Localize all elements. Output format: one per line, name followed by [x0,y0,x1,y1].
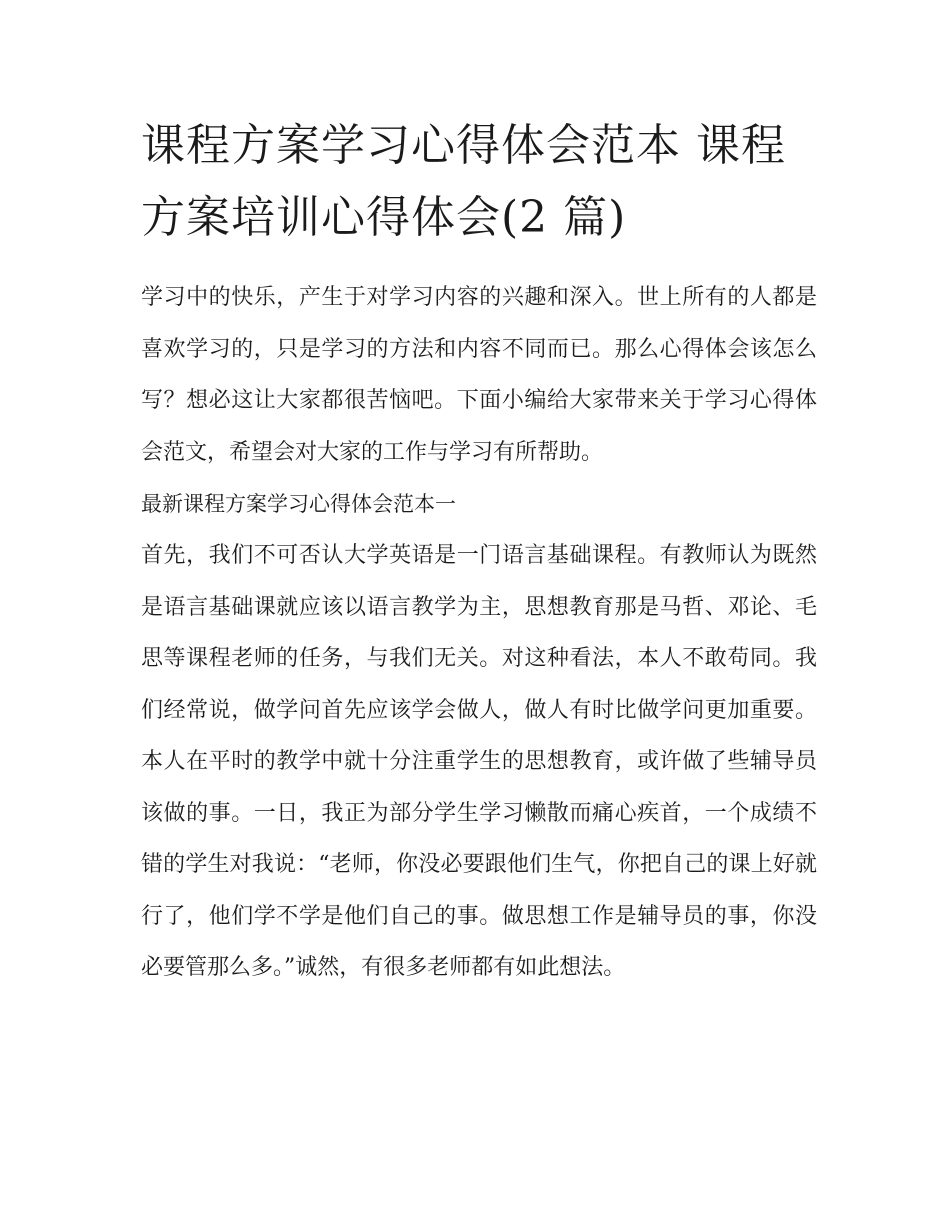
document-content [141,110,817,994]
section-paragraph: 首先，我们不可否认大学英语是一门语言基础课程。有教师认为既然是语言基础课就应该以语言教学为主，思想教育那是马哲、邓论、毛思等课程老师的任务，与我们无关。对这种看法，本人不敢苟同。我们经常说，做学问首先应该学会做人，做人有时比做学问更加重要。本人在平时的教学中就十分注重学生的思想教育，或许做了些辅导员该做的事。一日，我正为部分学生学习懒散而痛心疾首，一个成绩不错的学生对我说：“老师，你没必要跟他们生气，你把自己的课上好就行了，他们学不学是他们自己的事。做思想工作是辅导员的事，你没必要管那么多。”诚然，有很多老师都有如此想法。 [141,543,817,980]
section-heading: 最新课程方案学习心得体会范本一 [141,492,456,516]
document-body [141,272,817,994]
intro-paragraph: 学习中的快乐，产生于对学习内容的兴趣和深入。世上所有的人都是喜欢学习的，只是学习的方法和内容不同而已。那么心得体会该怎么写？想必这让大家都很苦恼吧。下面小编给大家带来关于学习心得体会范文，希望会对大家的工作与学习有所帮助。 [141,285,817,465]
document-title: 课程方案学习心得体会范本 课程方案培训心得体会(2 篇) [141,120,786,243]
